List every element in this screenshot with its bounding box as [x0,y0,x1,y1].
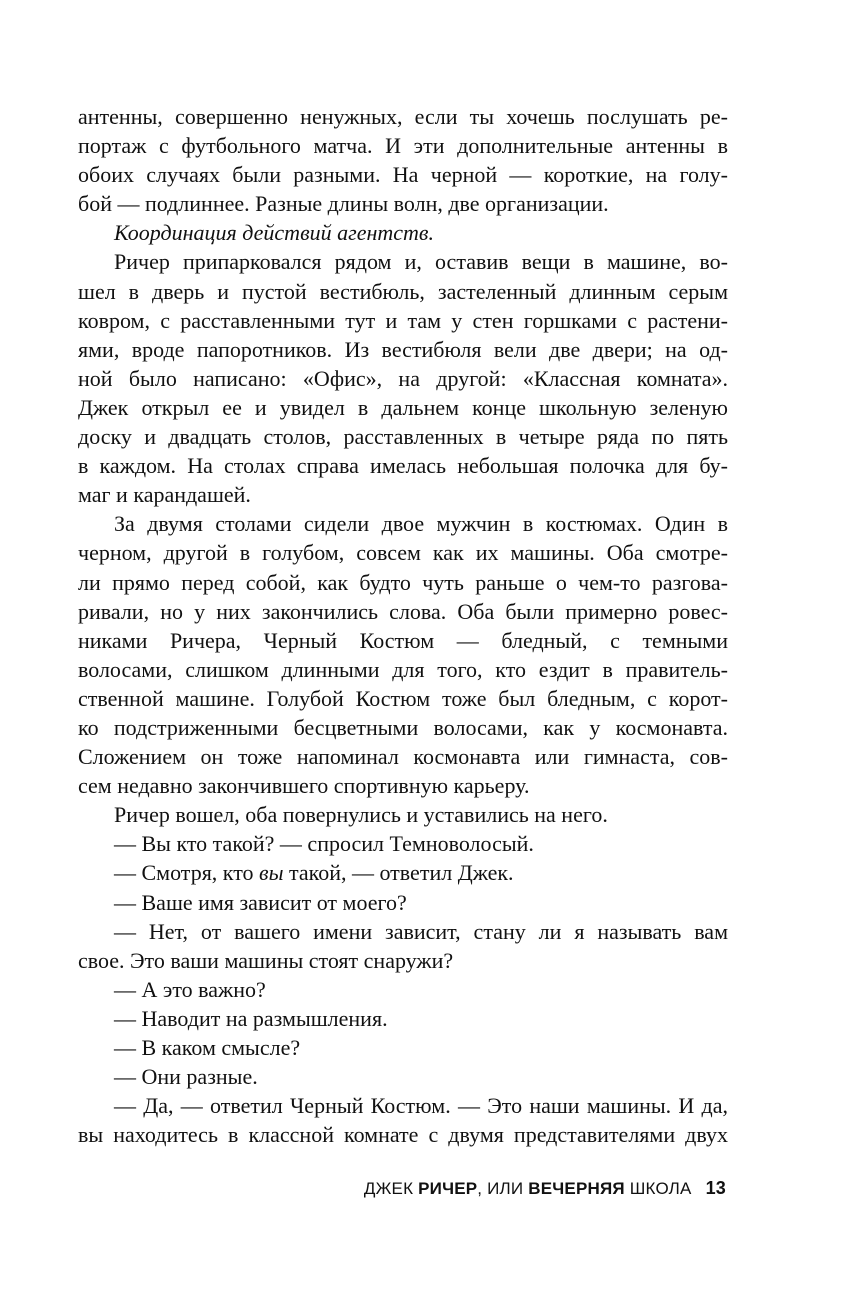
text-line [78,509,728,538]
text-segment: — Нет, от вашего имени зависит, стану ли я называть вам [114,918,728,944]
text-line [78,597,728,626]
text-segment: ями, вроде папоротников. Из вестибюля вели две двери; на од- [78,336,728,362]
text-line [78,742,728,771]
text-line [78,538,728,567]
text-line [78,684,728,713]
text-segment: ковром, с расставленными тут и там у стен горшками с растени- [78,307,728,333]
running-footer [360,1178,726,1199]
footer-separator: , ИЛИ [477,1179,529,1198]
text-segment: антенны, совершенно ненужных, если ты хочешь послушать ре- [78,104,728,129]
text-segment: Сложением он тоже напоминал космонавта или гимнаста, сов- [78,744,728,770]
text-segment: портаж с футбольного матча. И эти дополнительные антенны в [78,133,728,159]
text-line [78,1120,728,1149]
text-line [78,713,728,742]
text-line [78,335,728,364]
text-segment: обоих случаях были разными. На черной — короткие, на голу- [78,162,728,188]
text-segment: — Вы кто такой? — спросил Темноволосый. [114,831,534,857]
text-segment: бой — подлиннее. Разные длины волн, две организации. [78,191,609,217]
text-line [78,1091,728,1120]
text-line [78,131,728,160]
text-line [78,917,728,946]
text-line [78,858,728,887]
text-segment: волосами, слишком длинными для того, кто ездит в правитель- [78,656,728,682]
page-number: 13 [705,1178,726,1198]
body-text [78,102,728,1149]
footer-title-rest: ШКОЛА [624,1179,692,1198]
text-segment: в каждом. На столах справа имелась небольшая полочка для бу- [78,453,728,479]
text-segment: — Да, — ответил Черный Костюм. — Это наши машины. И да, [114,1093,728,1119]
text-segment: доску и двадцать столов, расставленных в четыре ряда по пять [78,424,728,450]
text-segment: сем недавно закончившего спортивную карьеру. [78,773,530,799]
text-segment: маг и карандашей. [78,482,251,508]
text-line [78,946,728,975]
text-segment: Ричер припарковался рядом и, оставив вещи в машине, во- [114,249,728,275]
text-segment: Ричер вошел, оба повернулись и уставились на него. [114,802,608,828]
text-line [78,422,728,451]
text-line [78,393,728,422]
text-segment: черном, другой в голубом, совсем как их машины. Оба смотре- [78,540,728,566]
text-segment: ривали, но у них закончились слова. Оба были примерно ровес- [78,598,728,624]
text-segment: — Наводит на размышления. [114,1005,388,1031]
italic-text: Координация действий агентств. [114,220,434,246]
text-line [78,306,728,335]
text-line [78,218,728,247]
text-line [78,888,728,917]
text-segment: никами Ричера, Черный Костюм — бледный, с темными [78,627,728,653]
footer-title-bold: ВЕЧЕРНЯЯ [528,1179,625,1198]
text-line [78,655,728,684]
text-line [78,1004,728,1033]
italic-text: вы [259,860,284,886]
footer-author-first: ДЖЕК [363,1179,419,1198]
text-segment: — Ваше имя зависит от моего? [114,889,407,915]
text-segment: Джек открыл ее и увидел в дальнем конце школьную зеленую [78,394,728,420]
text-segment: вы находитесь в классной комнате с двумя представителями двух [78,1122,728,1148]
text-segment: — В каком смысле? [114,1035,301,1060]
text-segment: ли прямо перед собой, как будто чуть раньше о чем-то разгова- [78,569,728,595]
text-segment: — А это важно? [114,976,266,1002]
text-segment: такой, — ответил Джек. [283,860,514,886]
text-segment: ственной машине. Голубой Костюм тоже был бледным, с корот- [78,685,728,711]
text-line [78,189,728,218]
text-segment: ко подстриженными бесцветными волосами, как у космонавта. [78,714,728,740]
text-line [78,247,728,276]
text-line [78,626,728,655]
text-segment: ной было написано: «Офис», на другой: «Классная комната». [78,365,728,391]
text-line [78,102,728,131]
text-segment: За двумя столами сидели двое мужчин в костюмах. Один в [114,511,728,537]
text-segment: — Смотря, кто [114,860,260,886]
text-line [78,568,728,597]
text-line [78,975,728,1004]
text-line [78,1033,728,1062]
text-line [78,277,728,306]
text-line [78,771,728,800]
text-segment: — Они разные. [114,1064,258,1090]
text-segment: шел в дверь и пустой вестибюль, застеленный длинным серым [78,278,728,304]
text-line [78,1062,728,1091]
text-line [78,160,728,189]
text-line [78,480,728,509]
text-segment: свое. Это ваши машины стоят снаружи? [78,947,454,973]
text-line [78,451,728,480]
footer-author-last: РИЧЕР [418,1179,478,1198]
text-line [78,800,728,829]
text-line [78,829,728,858]
text-line [78,364,728,393]
